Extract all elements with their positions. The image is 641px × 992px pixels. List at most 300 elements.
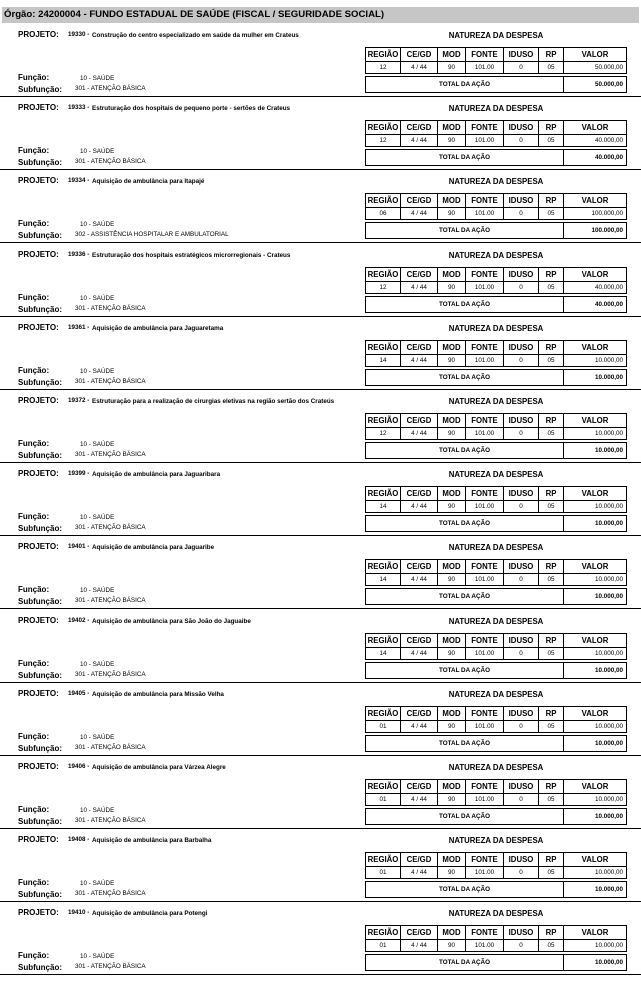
natureza-despesa-title: NATUREZA DA DESPESA xyxy=(448,763,544,772)
table-cell: 90 xyxy=(437,208,465,220)
table-cell: 10.000,00 xyxy=(563,428,627,440)
table-cell: 101.00 xyxy=(465,62,503,74)
column-header: RP xyxy=(538,193,563,208)
subfuncao-label: Subfunção: xyxy=(18,304,62,314)
subfuncao-label: Subfunção: xyxy=(18,231,62,241)
column-header: RP xyxy=(538,779,563,794)
projeto-description: Estruturação dos hospitais estratégicos microrregionais - Crateus xyxy=(92,251,291,259)
projeto-label: PROJETO: xyxy=(18,688,59,698)
projeto-block xyxy=(0,317,641,390)
projeto-description: Aquisição de ambulância para Jaguaribe xyxy=(92,544,215,552)
column-header: CE/GD xyxy=(400,486,437,501)
table-cell: 05 xyxy=(538,867,563,879)
total-label: TOTAL DA AÇÃO xyxy=(365,149,563,166)
projeto-description: Construção do centro especializado em saúde da mulher em Crateus xyxy=(92,32,299,39)
projeto-block xyxy=(0,829,641,902)
projeto-code: 19334 - xyxy=(68,177,90,185)
table-cell: 40.000,00 xyxy=(563,135,627,147)
table-cell: 05 xyxy=(538,794,563,806)
table-cell: 0 xyxy=(503,648,538,660)
natureza-despesa-title: NATUREZA DA DESPESA xyxy=(448,250,544,260)
subfuncao-label: Subfunção: xyxy=(18,158,62,168)
projeto-label: PROJETO: xyxy=(18,615,59,625)
total-label: TOTAL DA AÇÃO xyxy=(365,808,563,825)
column-header: CE/GD xyxy=(400,193,437,208)
column-header: REGIÃO xyxy=(365,706,400,721)
total-label: TOTAL DA AÇÃO xyxy=(365,296,563,313)
column-header: IDUSO xyxy=(503,267,538,282)
funcao-label: Função: xyxy=(18,439,50,448)
funcao-label: Função: xyxy=(18,512,50,522)
projeto-label: PROJETO: xyxy=(18,396,59,405)
table-cell: 0 xyxy=(503,62,538,74)
subfuncao-value: 302 - ASSISTÊNCIA HOSPITALAR E AMBULATORIAL xyxy=(75,231,229,239)
table-cell: 101.00 xyxy=(465,940,503,952)
projeto-block xyxy=(0,463,641,536)
funcao-label: Função: xyxy=(18,805,50,814)
funcao-label: Função: xyxy=(18,146,50,156)
column-header: REGIÃO xyxy=(365,340,400,355)
table-cell: 05 xyxy=(538,721,563,733)
table-cell: 14 xyxy=(365,574,400,586)
column-header: RP xyxy=(538,925,563,940)
subfuncao-value: 301 - ATENÇÃO BÁSICA xyxy=(75,451,146,458)
projeto-description: Aquisição de ambulância para Várzea Alegre xyxy=(92,764,226,771)
subfuncao-label: Subfunção: xyxy=(18,743,62,753)
projeto-description: Aquisição de ambulância para Barbalha xyxy=(92,837,212,845)
column-header: VALOR xyxy=(563,486,627,501)
table-cell: 40.000,00 xyxy=(563,282,627,294)
column-header: RP xyxy=(538,852,563,867)
funcao-label: Função: xyxy=(18,658,50,668)
projeto-block xyxy=(0,244,641,317)
projeto-label: PROJETO: xyxy=(18,469,59,479)
projeto-code: 19405 - xyxy=(68,689,90,697)
total-value: 10.000,00 xyxy=(563,369,627,386)
natureza-despesa-title: NATUREZA DA DESPESA xyxy=(448,470,544,480)
funcao-label: Função: xyxy=(18,73,50,82)
column-header: RP xyxy=(538,706,563,721)
projeto-description: Aquisição de ambulância para São João do Jaguaibe xyxy=(92,617,251,625)
column-header: RP xyxy=(538,486,563,501)
total-label: TOTAL DA AÇÃO xyxy=(365,222,563,239)
column-header: MOD xyxy=(437,413,465,428)
projeto-label: PROJETO: xyxy=(18,762,59,771)
natureza-despesa-title: NATUREZA DA DESPESA xyxy=(448,836,544,846)
total-value: 40.000,00 xyxy=(563,296,627,313)
column-header: IDUSO xyxy=(503,486,538,501)
funcao-value: 10 - SAÚDE xyxy=(80,367,115,375)
projeto-code: 19372 - xyxy=(68,397,90,404)
table-cell: 12 xyxy=(365,428,400,440)
column-header: FONTE xyxy=(465,47,503,62)
table-cell: 4 / 44 xyxy=(400,794,437,806)
table-cell: 101.00 xyxy=(465,428,503,440)
column-header: MOD xyxy=(437,706,465,721)
column-header: IDUSO xyxy=(503,413,538,428)
funcao-label: Função: xyxy=(18,951,50,961)
column-header: RP xyxy=(538,559,563,574)
column-header: VALOR xyxy=(563,925,627,940)
table-cell: 90 xyxy=(437,62,465,74)
projeto-block xyxy=(0,24,641,97)
column-header: REGIÃO xyxy=(365,413,400,428)
projeto-code: 19330 - xyxy=(68,31,90,38)
column-header: CE/GD xyxy=(400,413,437,428)
column-header: MOD xyxy=(437,779,465,794)
table-cell: 05 xyxy=(538,62,563,74)
table-cell: 14 xyxy=(365,648,400,660)
table-cell: 100.000,00 xyxy=(563,208,627,220)
column-header: VALOR xyxy=(563,706,627,721)
projeto-block xyxy=(0,902,641,975)
column-header: FONTE xyxy=(465,413,503,428)
funcao-value: 10 - SAÚDE xyxy=(80,514,115,522)
table-cell: 0 xyxy=(503,428,538,440)
column-header: FONTE xyxy=(465,486,503,501)
column-header: CE/GD xyxy=(400,559,437,574)
subfuncao-value: 301 - ATENÇÃO BÁSICA xyxy=(75,963,146,971)
funcao-value: 10 - SAÚDE xyxy=(80,148,115,156)
table-cell: 101.00 xyxy=(465,282,503,294)
column-header: RP xyxy=(538,340,563,355)
table-cell: 06 xyxy=(365,208,400,220)
funcao-value: 10 - SAÚDE xyxy=(80,75,115,82)
table-cell: 10.000,00 xyxy=(563,721,627,733)
table-cell: 14 xyxy=(365,501,400,513)
projeto-code: 19336 - xyxy=(68,250,90,258)
table-cell: 14 xyxy=(365,355,400,367)
table-cell: 0 xyxy=(503,135,538,147)
orgao-header: Órgão: 24200004 - FUNDO ESTADUAL DE SAÚDE (FISCAL / SEGURIDADE SOCIAL) xyxy=(2,7,639,23)
column-header: REGIÃO xyxy=(365,193,400,208)
natureza-despesa-title: NATUREZA DA DESPESA xyxy=(448,397,544,406)
projeto-description: Aquisição de ambulância para Jaguaretama xyxy=(92,324,224,332)
table-cell: 90 xyxy=(437,721,465,733)
column-header: CE/GD xyxy=(400,925,437,940)
column-header: REGIÃO xyxy=(365,267,400,282)
table-cell: 05 xyxy=(538,940,563,952)
projeto-block xyxy=(0,756,641,829)
table-cell: 4 / 44 xyxy=(400,648,437,660)
total-value: 10.000,00 xyxy=(563,881,627,898)
table-cell: 0 xyxy=(503,867,538,879)
funcao-value: 10 - SAÚDE xyxy=(80,294,115,302)
column-header: CE/GD xyxy=(400,633,437,648)
column-header: FONTE xyxy=(465,267,503,282)
natureza-despesa-title: NATUREZA DA DESPESA xyxy=(448,689,544,699)
total-label: TOTAL DA AÇÃO xyxy=(365,76,563,93)
total-label: TOTAL DA AÇÃO xyxy=(365,515,563,532)
column-header: CE/GD xyxy=(400,120,437,135)
funcao-value: 10 - SAÚDE xyxy=(80,660,115,668)
funcao-label: Função: xyxy=(18,365,50,375)
column-header: IDUSO xyxy=(503,559,538,574)
table-cell: 01 xyxy=(365,721,400,733)
column-header: IDUSO xyxy=(503,340,538,355)
column-header: MOD xyxy=(437,925,465,940)
table-cell: 90 xyxy=(437,135,465,147)
projeto-description: Aquisição de ambulância para Itapajé xyxy=(92,178,205,186)
table-cell: 10.000,00 xyxy=(563,355,627,367)
table-cell: 10.000,00 xyxy=(563,574,627,586)
subfuncao-label: Subfunção: xyxy=(18,85,62,94)
table-cell: 101.00 xyxy=(465,574,503,586)
projeto-label: PROJETO: xyxy=(18,542,59,552)
total-label: TOTAL DA AÇÃO xyxy=(365,881,563,898)
column-header: FONTE xyxy=(465,779,503,794)
column-header: CE/GD xyxy=(400,340,437,355)
table-cell: 101.00 xyxy=(465,867,503,879)
projeto-code: 19410 - xyxy=(68,909,90,917)
column-header: MOD xyxy=(437,120,465,135)
table-cell: 90 xyxy=(437,794,465,806)
total-label: TOTAL DA AÇÃO xyxy=(365,954,563,971)
total-value: 10.000,00 xyxy=(563,735,627,752)
funcao-value: 10 - SAÚDE xyxy=(80,953,115,961)
funcao-label: Função: xyxy=(18,731,50,741)
table-cell: 101.00 xyxy=(465,355,503,367)
table-cell: 05 xyxy=(538,135,563,147)
column-header: VALOR xyxy=(563,779,627,794)
subfuncao-label: Subfunção: xyxy=(18,817,62,826)
column-header: MOD xyxy=(437,852,465,867)
projeto-description: Aquisição de ambulância para Potengi xyxy=(92,910,208,918)
table-cell: 90 xyxy=(437,648,465,660)
table-cell: 4 / 44 xyxy=(400,940,437,952)
natureza-despesa-title: NATUREZA DA DESPESA xyxy=(448,909,544,919)
subfuncao-label: Subfunção: xyxy=(18,524,62,534)
table-cell: 4 / 44 xyxy=(400,501,437,513)
funcao-value: 10 - SAÚDE xyxy=(80,221,115,229)
total-value: 100.000,00 xyxy=(563,222,627,239)
subfuncao-value: 301 - ATENÇÃO BÁSICA xyxy=(75,158,146,166)
table-cell: 05 xyxy=(538,355,563,367)
table-cell: 50.000,00 xyxy=(563,62,627,74)
total-value: 10.000,00 xyxy=(563,515,627,532)
total-value: 10.000,00 xyxy=(563,662,627,679)
table-cell: 90 xyxy=(437,355,465,367)
column-header: RP xyxy=(538,267,563,282)
column-header: VALOR xyxy=(563,47,627,62)
column-header: FONTE xyxy=(465,193,503,208)
table-cell: 90 xyxy=(437,428,465,440)
table-cell: 4 / 44 xyxy=(400,282,437,294)
total-label: TOTAL DA AÇÃO xyxy=(365,735,563,752)
projeto-block xyxy=(0,683,641,756)
total-value: 50.000,00 xyxy=(563,76,627,93)
projeto-code: 19399 - xyxy=(68,470,90,478)
table-cell: 0 xyxy=(503,940,538,952)
subfuncao-value: 301 - ATENÇÃO BÁSICA xyxy=(75,377,146,385)
total-label: TOTAL DA AÇÃO xyxy=(365,662,563,679)
table-cell: 10.000,00 xyxy=(563,794,627,806)
column-header: REGIÃO xyxy=(365,925,400,940)
projeto-block xyxy=(0,536,641,609)
column-header: MOD xyxy=(437,267,465,282)
column-header: RP xyxy=(538,413,563,428)
projeto-label: PROJETO: xyxy=(18,103,59,113)
column-header: MOD xyxy=(437,47,465,62)
column-header: IDUSO xyxy=(503,633,538,648)
projeto-code: 19361 - xyxy=(68,323,90,331)
projeto-block xyxy=(0,97,641,170)
funcao-label: Função: xyxy=(18,878,50,888)
total-label: TOTAL DA AÇÃO xyxy=(365,369,563,386)
column-header: MOD xyxy=(437,193,465,208)
projeto-block xyxy=(0,390,641,463)
subfuncao-label: Subfunção: xyxy=(18,670,62,680)
table-cell: 4 / 44 xyxy=(400,867,437,879)
subfuncao-label: Subfunção: xyxy=(18,451,62,460)
funcao-value: 10 - SAÚDE xyxy=(80,807,115,814)
column-header: IDUSO xyxy=(503,120,538,135)
column-header: RP xyxy=(538,47,563,62)
column-header: REGIÃO xyxy=(365,120,400,135)
funcao-label: Função: xyxy=(18,585,50,595)
subfuncao-value: 301 - ATENÇÃO BÁSICA xyxy=(75,597,146,605)
subfuncao-value: 301 - ATENÇÃO BÁSICA xyxy=(75,85,146,92)
column-header: IDUSO xyxy=(503,193,538,208)
column-header: MOD xyxy=(437,340,465,355)
projeto-block xyxy=(0,170,641,243)
table-cell: 0 xyxy=(503,574,538,586)
table-cell: 101.00 xyxy=(465,135,503,147)
column-header: IDUSO xyxy=(503,925,538,940)
projeto-code: 19406 - xyxy=(68,763,90,770)
table-cell: 12 xyxy=(365,282,400,294)
column-header: VALOR xyxy=(563,193,627,208)
projeto-label: PROJETO: xyxy=(18,322,59,332)
table-cell: 01 xyxy=(365,867,400,879)
table-cell: 90 xyxy=(437,282,465,294)
table-cell: 01 xyxy=(365,940,400,952)
projeto-label: PROJETO: xyxy=(18,835,59,845)
column-header: FONTE xyxy=(465,706,503,721)
table-cell: 10.000,00 xyxy=(563,867,627,879)
funcao-value: 10 - SAÚDE xyxy=(80,733,115,741)
table-cell: 90 xyxy=(437,867,465,879)
subfuncao-value: 301 - ATENÇÃO BÁSICA xyxy=(75,524,146,532)
total-value: 10.000,00 xyxy=(563,588,627,605)
table-cell: 0 xyxy=(503,501,538,513)
table-cell: 12 xyxy=(365,62,400,74)
table-cell: 05 xyxy=(538,501,563,513)
column-header: CE/GD xyxy=(400,852,437,867)
column-header: VALOR xyxy=(563,559,627,574)
table-cell: 101.00 xyxy=(465,794,503,806)
table-cell: 101.00 xyxy=(465,648,503,660)
table-cell: 0 xyxy=(503,721,538,733)
natureza-despesa-title: NATUREZA DA DESPESA xyxy=(448,104,544,114)
column-header: FONTE xyxy=(465,120,503,135)
total-label: TOTAL DA AÇÃO xyxy=(365,442,563,459)
column-header: CE/GD xyxy=(400,267,437,282)
column-header: FONTE xyxy=(465,559,503,574)
table-cell: 10.000,00 xyxy=(563,648,627,660)
subfuncao-value: 301 - ATENÇÃO BÁSICA xyxy=(75,890,146,898)
column-header: REGIÃO xyxy=(365,486,400,501)
projeto-label: PROJETO: xyxy=(18,176,59,186)
table-cell: 01 xyxy=(365,794,400,806)
table-cell: 0 xyxy=(503,355,538,367)
projeto-description: Aquisição de ambulância para Missão Velha xyxy=(92,690,224,698)
projeto-block xyxy=(0,610,641,683)
column-header: VALOR xyxy=(563,852,627,867)
natureza-despesa-title: NATUREZA DA DESPESA xyxy=(448,177,544,187)
column-header: VALOR xyxy=(563,120,627,135)
table-cell: 90 xyxy=(437,501,465,513)
column-header: VALOR xyxy=(563,267,627,282)
funcao-value: 10 - SAÚDE xyxy=(80,587,115,595)
column-header: REGIÃO xyxy=(365,779,400,794)
column-header: REGIÃO xyxy=(365,633,400,648)
projeto-code: 19402 - xyxy=(68,616,90,624)
column-header: REGIÃO xyxy=(365,852,400,867)
table-cell: 05 xyxy=(538,574,563,586)
funcao-label: Função: xyxy=(18,219,50,229)
table-cell: 101.00 xyxy=(465,721,503,733)
subfuncao-label: Subfunção: xyxy=(18,597,62,607)
projeto-description: Aquisição de ambulância para Jaguaribara xyxy=(92,471,221,479)
column-header: VALOR xyxy=(563,413,627,428)
projeto-label: PROJETO: xyxy=(18,30,59,39)
column-header: MOD xyxy=(437,633,465,648)
table-cell: 4 / 44 xyxy=(400,208,437,220)
table-cell: 101.00 xyxy=(465,208,503,220)
total-value: 10.000,00 xyxy=(563,808,627,825)
table-cell: 90 xyxy=(437,940,465,952)
table-cell: 4 / 44 xyxy=(400,428,437,440)
column-header: VALOR xyxy=(563,633,627,648)
column-header: IDUSO xyxy=(503,779,538,794)
natureza-despesa-title: NATUREZA DA DESPESA xyxy=(448,543,544,553)
column-header: IDUSO xyxy=(503,852,538,867)
table-cell: 10.000,00 xyxy=(563,940,627,952)
subfuncao-value: 301 - ATENÇÃO BÁSICA xyxy=(75,743,146,751)
projeto-label: PROJETO: xyxy=(18,249,59,259)
table-cell: 0 xyxy=(503,794,538,806)
column-header: IDUSO xyxy=(503,47,538,62)
column-header: FONTE xyxy=(465,340,503,355)
column-header: MOD xyxy=(437,559,465,574)
total-value: 40.000,00 xyxy=(563,149,627,166)
table-cell: 90 xyxy=(437,574,465,586)
subfuncao-label: Subfunção: xyxy=(18,890,62,900)
funcao-value: 10 - SAÚDE xyxy=(80,441,115,448)
table-cell: 12 xyxy=(365,135,400,147)
funcao-value: 10 - SAÚDE xyxy=(80,880,115,888)
projeto-code: 19401 - xyxy=(68,543,90,551)
total-label: TOTAL DA AÇÃO xyxy=(365,588,563,605)
projeto-description: Estruturação dos hospitais de pequeno porte - sertões de Crateus xyxy=(92,105,291,113)
column-header: VALOR xyxy=(563,340,627,355)
column-header: CE/GD xyxy=(400,47,437,62)
subfuncao-label: Subfunção: xyxy=(18,377,62,387)
table-cell: 4 / 44 xyxy=(400,574,437,586)
natureza-despesa-title: NATUREZA DA DESPESA xyxy=(448,323,544,333)
total-value: 10.000,00 xyxy=(563,442,627,459)
natureza-despesa-title: NATUREZA DA DESPESA xyxy=(448,616,544,626)
table-cell: 4 / 44 xyxy=(400,355,437,367)
column-header: FONTE xyxy=(465,633,503,648)
table-cell: 05 xyxy=(538,428,563,440)
projeto-label: PROJETO: xyxy=(18,908,59,918)
funcao-label: Função: xyxy=(18,292,50,302)
table-cell: 10.000,00 xyxy=(563,501,627,513)
projeto-description: Estruturação para a realização de cirurgias eletivas na região sertão dos Crateús xyxy=(92,398,335,405)
table-cell: 0 xyxy=(503,208,538,220)
